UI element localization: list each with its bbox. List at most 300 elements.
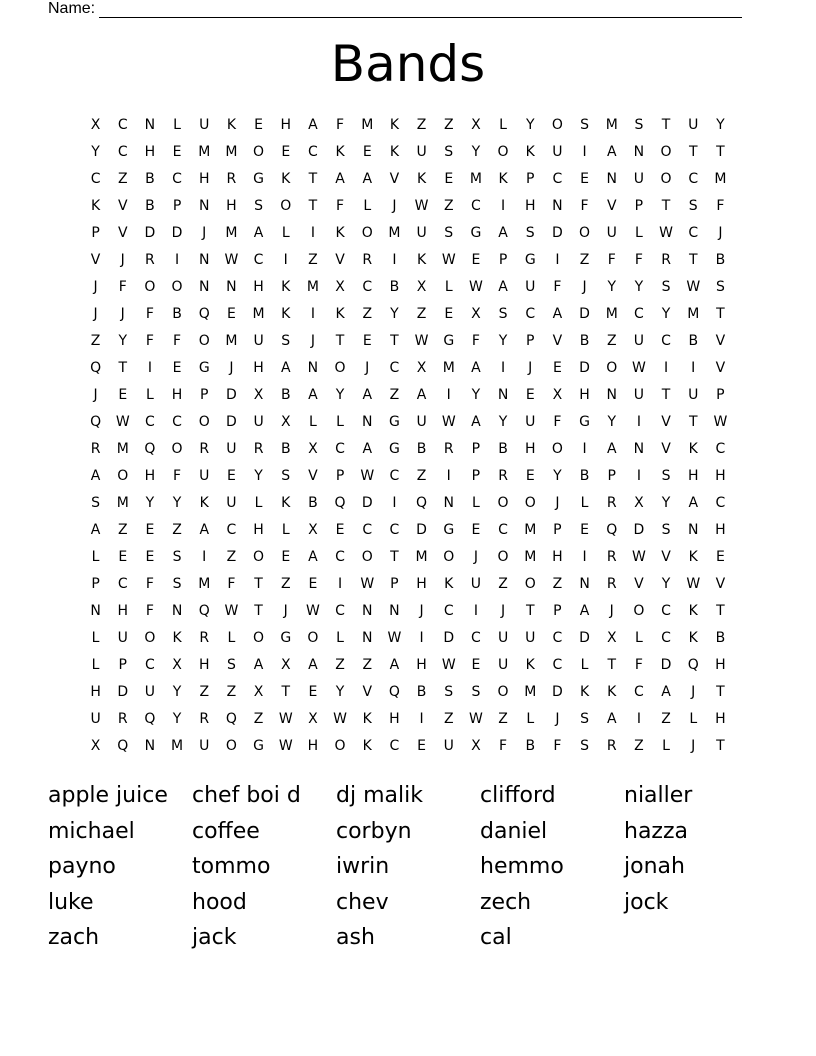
grid-letter: C: [715, 494, 726, 511]
grid-letter: Y: [471, 386, 481, 403]
grid-letter: U: [416, 143, 427, 160]
grid-letter: U: [443, 737, 454, 754]
grid-letter: M: [469, 170, 482, 187]
grid-letter: V: [335, 251, 345, 268]
grid-letter: V: [661, 548, 671, 565]
grid-letter: N: [497, 386, 509, 403]
grid-letter: V: [117, 197, 128, 214]
grid-letter: V: [362, 683, 373, 700]
grid-letter: C: [525, 305, 536, 322]
grid-letter: C: [552, 629, 563, 646]
grid-letter: I: [419, 629, 424, 646]
grid-letter: L: [91, 656, 100, 673]
grid-letter: C: [145, 656, 155, 673]
grid-letter: G: [388, 440, 400, 457]
grid-letter: J: [120, 305, 125, 322]
grid-letter: K: [416, 251, 427, 268]
grid-letter: C: [117, 575, 128, 592]
grid-letter: V: [634, 575, 644, 592]
grid-letter: G: [198, 359, 210, 376]
grid-letter: Y: [498, 332, 508, 349]
grid-letter: P: [498, 251, 508, 268]
grid-letter: K: [362, 737, 372, 754]
grid-letter: J: [528, 359, 533, 376]
grid-letter: V: [552, 332, 563, 349]
grid-letter: F: [607, 251, 616, 268]
grid-letter: L: [580, 494, 589, 511]
grid-letter: A: [606, 143, 617, 160]
grid-letter: J: [93, 386, 98, 403]
grid-letter: U: [416, 413, 427, 430]
grid-letter: K: [90, 197, 101, 214]
word-bank-item: hood: [192, 889, 247, 915]
grid-letter: B: [280, 386, 291, 403]
grid-letter: D: [117, 683, 129, 700]
grid-letter: L: [281, 521, 290, 538]
grid-letter: Y: [335, 386, 345, 403]
grid-letter: J: [419, 602, 424, 619]
grid-letter: Y: [172, 683, 182, 700]
grid-letter: U: [633, 386, 645, 403]
grid-letter: F: [553, 278, 562, 295]
word-bank-item: michael: [48, 818, 135, 844]
grid-letter: K: [688, 629, 698, 646]
grid-letter: L: [526, 710, 535, 727]
grid-letter: E: [281, 143, 291, 160]
grid-letter: D: [552, 683, 563, 700]
grid-letter: E: [471, 521, 481, 538]
grid-letter: O: [253, 143, 265, 160]
grid-letter: C: [688, 224, 699, 241]
grid-letter: S: [525, 224, 535, 241]
grid-letter: R: [362, 251, 373, 268]
grid-letter: J: [93, 305, 98, 322]
grid-letter: P: [390, 575, 399, 592]
grid-letter: O: [117, 467, 129, 484]
grid-letter: V: [308, 467, 318, 484]
grid-letter: Z: [199, 683, 210, 700]
grid-letter: L: [635, 629, 643, 646]
grid-letter: Q: [198, 305, 210, 322]
grid-letter: B: [498, 440, 508, 457]
grid-letter: S: [471, 683, 481, 700]
grid-letter: X: [308, 521, 318, 538]
grid-letter: K: [362, 710, 372, 727]
grid-letter: C: [145, 413, 155, 430]
grid-letter: P: [716, 386, 725, 403]
grid-letter: W: [414, 332, 429, 349]
grid-letter: H: [117, 602, 128, 619]
grid-letter: T: [688, 251, 698, 268]
grid-letter: V: [715, 359, 726, 376]
grid-letter: U: [633, 332, 645, 349]
grid-letter: N: [579, 575, 590, 592]
grid-letter: P: [553, 602, 562, 619]
grid-letter: M: [252, 305, 265, 322]
page-title: Bands: [330, 35, 486, 93]
grid-letter: P: [471, 467, 481, 484]
grid-letter: E: [308, 575, 318, 592]
grid-letter: R: [199, 710, 210, 727]
grid-letter: M: [714, 170, 727, 187]
grid-letter: A: [498, 278, 508, 295]
grid-letter: B: [389, 278, 400, 295]
grid-letter: J: [392, 197, 397, 214]
grid-letter: F: [145, 332, 154, 349]
name-underline[interactable]: [99, 3, 742, 18]
grid-letter: C: [552, 656, 563, 673]
grid-letter: L: [254, 494, 263, 511]
grid-letter: H: [144, 143, 156, 160]
grid-letter: G: [280, 629, 292, 646]
grid-letter: E: [471, 656, 481, 673]
grid-letter: K: [444, 575, 454, 592]
grid-letter: C: [362, 278, 373, 295]
grid-letter: U: [497, 656, 509, 673]
grid-letter: B: [525, 737, 536, 754]
grid-letter: E: [580, 521, 589, 538]
grid-letter: U: [199, 737, 210, 754]
grid-letter: D: [361, 494, 373, 511]
grid-letter: O: [551, 440, 563, 457]
grid-letter: O: [361, 548, 373, 565]
grid-letter: X: [416, 278, 427, 295]
grid-letter: U: [606, 224, 617, 241]
word-bank-item: jack: [192, 925, 237, 950]
grid-letter: H: [198, 170, 210, 187]
grid-letter: M: [524, 683, 537, 700]
grid-letter: W: [224, 602, 239, 619]
grid-letter: E: [525, 386, 535, 403]
grid-letter: Y: [91, 143, 100, 160]
word-bank-item: hazza: [624, 818, 689, 844]
grid-letter: I: [147, 359, 152, 376]
grid-letter: X: [416, 359, 427, 376]
grid-letter: U: [253, 413, 264, 430]
grid-letter: C: [389, 359, 400, 376]
grid-letter: V: [117, 224, 128, 241]
grid-letter: T: [716, 305, 725, 322]
grid-letter: V: [715, 575, 726, 592]
grid-letter: O: [307, 629, 319, 646]
grid-letter: Z: [362, 305, 373, 322]
grid-letter: N: [633, 440, 645, 457]
grid-letter: E: [335, 521, 345, 538]
grid-letter: M: [605, 116, 618, 133]
grid-letter: B: [308, 494, 318, 511]
grid-letter: R: [606, 737, 617, 754]
grid-letter: J: [473, 548, 478, 565]
grid-letter: Z: [90, 332, 101, 349]
grid-letter: U: [552, 143, 563, 160]
grid-letter: Y: [118, 332, 128, 349]
grid-letter: U: [253, 332, 264, 349]
grid-letter: N: [362, 602, 373, 619]
word-bank-item: corbyn: [336, 818, 412, 844]
grid-letter: O: [551, 116, 563, 133]
grid-letter: S: [226, 656, 236, 673]
grid-letter: J: [120, 251, 125, 268]
grid-letter: C: [552, 170, 563, 187]
grid-letter: O: [171, 278, 183, 295]
grid-letter: P: [634, 197, 644, 214]
grid-letter: Z: [606, 332, 617, 349]
grid-letter: W: [686, 278, 701, 295]
word-bank-item: dj malik: [336, 783, 423, 808]
grid-letter: L: [336, 413, 344, 430]
grid-letter: L: [281, 224, 290, 241]
grid-letter: O: [198, 413, 210, 430]
grid-letter: J: [555, 494, 560, 511]
grid-letter: E: [226, 305, 236, 322]
grid-letter: X: [471, 116, 481, 133]
word-bank-item: luke: [48, 889, 94, 915]
grid-letter: A: [362, 440, 373, 457]
grid-letter: O: [253, 548, 265, 565]
grid-letter: S: [580, 710, 590, 727]
grid-letter: N: [171, 602, 183, 619]
word-bank-item: payno: [48, 854, 116, 879]
grid-letter: I: [310, 224, 315, 241]
grid-letter: K: [389, 116, 399, 133]
grid-letter: A: [471, 359, 481, 376]
grid-letter: D: [579, 359, 590, 376]
grid-letter: D: [144, 224, 156, 241]
grid-letter: E: [552, 359, 562, 376]
grid-letter: U: [688, 386, 699, 403]
grid-letter: T: [716, 683, 725, 700]
grid-letter: F: [145, 602, 154, 619]
grid-letter: S: [281, 467, 291, 484]
grid-letter: I: [501, 359, 506, 376]
grid-letter: I: [446, 386, 451, 403]
grid-letter: C: [389, 521, 400, 538]
grid-letter: M: [524, 521, 537, 538]
grid-letter: Y: [254, 467, 263, 484]
grid-letter: I: [636, 413, 641, 430]
grid-letter: A: [362, 170, 373, 187]
grid-letter: W: [468, 710, 483, 727]
grid-letter: A: [688, 494, 699, 511]
grid-letter: L: [444, 278, 453, 295]
grid-letter: K: [579, 683, 590, 700]
grid-letter: W: [278, 737, 293, 754]
grid-letter: X: [90, 737, 101, 754]
grid-letter: C: [661, 629, 671, 646]
grid-letter: D: [416, 521, 427, 538]
grid-letter: U: [633, 170, 645, 187]
grid-letter: Y: [661, 494, 671, 511]
grid-letter: Y: [172, 710, 182, 727]
grid-letter: M: [116, 440, 129, 457]
grid-letter: A: [199, 521, 210, 538]
grid-letter: C: [308, 143, 318, 160]
grid-letter: U: [199, 467, 210, 484]
grid-letter: A: [471, 413, 481, 430]
grid-letter: T: [661, 197, 671, 214]
grid-letter: K: [416, 170, 427, 187]
grid-letter: H: [198, 656, 210, 673]
grid-letter: V: [90, 251, 101, 268]
grid-letter: E: [226, 467, 236, 484]
grid-letter: Z: [226, 683, 237, 700]
word-bank-item: jonah: [624, 854, 685, 879]
grid-letter: N: [389, 602, 400, 619]
grid-letter: M: [171, 737, 184, 754]
grid-letter: T: [607, 656, 617, 673]
grid-letter: Y: [661, 305, 671, 322]
grid-letter: O: [225, 737, 237, 754]
grid-letter: O: [198, 332, 210, 349]
grid-letter: U: [416, 224, 427, 241]
grid-letter: S: [634, 116, 644, 133]
grid-letter: X: [471, 737, 481, 754]
grid-letter: S: [498, 305, 508, 322]
grid-letter: R: [606, 494, 617, 511]
grid-letter: X: [552, 386, 563, 403]
grid-letter: K: [281, 305, 291, 322]
grid-letter: T: [688, 143, 698, 160]
grid-letter: H: [307, 737, 319, 754]
grid-letter: F: [716, 197, 725, 214]
grid-letter: Z: [416, 305, 427, 322]
grid-letter: M: [361, 116, 374, 133]
grid-letter: L: [173, 116, 181, 133]
grid-letter: L: [227, 629, 236, 646]
grid-letter: Y: [172, 494, 182, 511]
grid-letter: Y: [335, 683, 345, 700]
grid-letter: T: [716, 737, 725, 754]
grid-letter: F: [118, 278, 127, 295]
grid-letter: C: [172, 413, 182, 430]
grid-letter: H: [715, 467, 726, 484]
grid-letter: F: [499, 737, 508, 754]
grid-letter: E: [444, 305, 454, 322]
grid-letter: C: [634, 683, 644, 700]
grid-letter: M: [198, 143, 211, 160]
grid-letter: U: [226, 440, 237, 457]
grid-letter: E: [172, 143, 182, 160]
grid-letter: U: [90, 710, 101, 727]
grid-letter: K: [688, 440, 698, 457]
grid-letter: C: [362, 521, 373, 538]
grid-letter: Y: [145, 494, 155, 511]
grid-letter: T: [335, 332, 345, 349]
grid-letter: N: [226, 278, 237, 295]
grid-letter: Z: [498, 710, 508, 727]
grid-letter: O: [361, 224, 373, 241]
grid-letter: C: [117, 143, 128, 160]
grid-letter: F: [173, 467, 182, 484]
grid-letter: A: [606, 710, 617, 727]
grid-letter: N: [362, 413, 373, 430]
grid-letter: D: [226, 413, 237, 430]
grid-letter: Y: [716, 116, 725, 133]
grid-letter: P: [118, 656, 127, 673]
grid-letter: H: [253, 278, 264, 295]
grid-letter: I: [392, 494, 397, 511]
grid-letter: D: [171, 224, 183, 241]
grid-letter: O: [144, 629, 156, 646]
grid-letter: J: [691, 683, 696, 700]
grid-letter: H: [90, 683, 101, 700]
grid-letter: B: [145, 170, 155, 187]
grid-letter: M: [306, 278, 319, 295]
grid-letter: A: [661, 683, 671, 700]
grid-letter: Y: [661, 575, 671, 592]
grid-letter: Z: [335, 656, 345, 673]
grid-letter: D: [633, 521, 645, 538]
grid-letter: X: [634, 494, 644, 511]
grid-letter: O: [334, 359, 346, 376]
grid-letter: M: [415, 548, 428, 565]
grid-letter: Q: [144, 440, 156, 457]
grid-letter: A: [362, 386, 373, 403]
grid-letter: Y: [607, 413, 617, 430]
grid-letter: N: [606, 386, 617, 403]
grid-letter: N: [199, 278, 210, 295]
grid-letter: M: [116, 494, 129, 511]
grid-letter: Q: [416, 494, 428, 511]
grid-letter: K: [525, 143, 535, 160]
grid-letter: K: [607, 683, 617, 700]
grid-letter: B: [416, 440, 427, 457]
grid-letter: W: [686, 575, 701, 592]
word-bank-item: daniel: [480, 818, 548, 844]
grid-letter: O: [334, 737, 346, 754]
grid-letter: W: [387, 629, 402, 646]
grid-letter: G: [253, 737, 264, 754]
grid-letter: X: [253, 386, 264, 403]
grid-letter: J: [691, 737, 696, 754]
grid-letter: E: [145, 521, 155, 538]
grid-letter: B: [579, 467, 590, 484]
grid-letter: E: [580, 170, 589, 187]
grid-letter: S: [661, 278, 671, 295]
grid-letter: M: [442, 359, 455, 376]
grid-letter: S: [661, 521, 671, 538]
grid-letter: A: [253, 224, 264, 241]
grid-letter: U: [144, 683, 156, 700]
grid-letter: G: [253, 170, 264, 187]
grid-letter: H: [253, 521, 264, 538]
grid-letter: C: [253, 251, 264, 268]
grid-letter: N: [144, 116, 156, 133]
grid-letter: G: [579, 413, 590, 430]
grid-letter: J: [582, 278, 587, 295]
grid-letter: O: [660, 170, 672, 187]
grid-letter: T: [688, 413, 698, 430]
grid-letter: O: [253, 629, 265, 646]
grid-letter: Y: [607, 278, 617, 295]
grid-letter: N: [199, 197, 210, 214]
grid-letter: V: [389, 170, 400, 187]
grid-letter: K: [525, 656, 535, 673]
grid-letter: I: [446, 467, 451, 484]
grid-letter: F: [580, 197, 589, 214]
grid-letter: T: [661, 116, 671, 133]
grid-letter: Z: [634, 737, 644, 754]
grid-letter: F: [553, 737, 562, 754]
grid-letter: Z: [253, 710, 264, 727]
grid-letter: O: [633, 602, 645, 619]
grid-letter: R: [199, 440, 210, 457]
grid-letter: S: [715, 278, 725, 295]
grid-letter: M: [687, 305, 700, 322]
grid-letter: U: [525, 278, 536, 295]
grid-letter: H: [416, 656, 427, 673]
grid-letter: C: [688, 170, 699, 187]
